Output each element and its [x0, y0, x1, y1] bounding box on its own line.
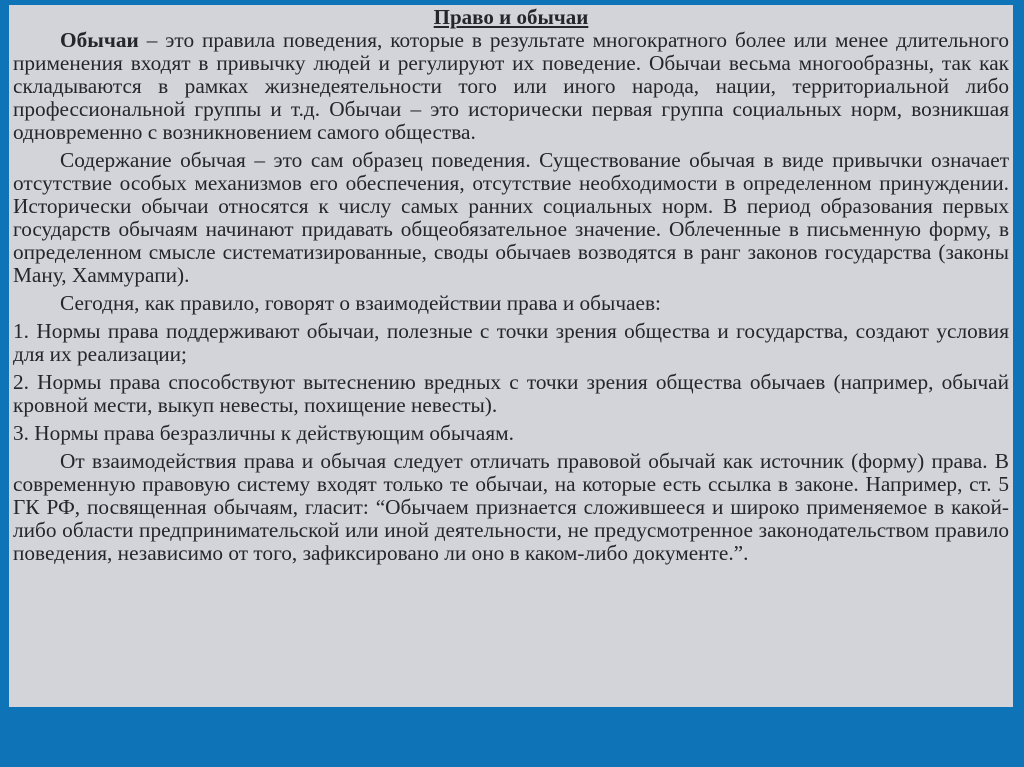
- paragraph-interaction-intro: Сегодня, как правило, говорят о взаимодействии права и обычаев:: [60, 291, 661, 315]
- list-item-2: 2. Нормы права способствуют вытеснению вредных с точки зрения общества обычаев (например, обычай кровной мести, выкуп невесты, похищение невесты).: [13, 370, 1009, 417]
- definition-text: – это правила поведения, которые в результате многократного более или менее длительного применения входят в привычку людей и регулируют их поведение. Обычаи весьма многообразны, так как складываются в рамках жизнедеятельности того или иного народа, нации, территориальной либо профессиональной группы и т.д. Обычаи – это исторически первая группа социальных норм, возникшая одновременно с возникновением самого общества.: [13, 28, 1009, 144]
- paragraph-definition: [13, 29, 1009, 144]
- paragraph-content: Содержание обычая – это сам образец поведения. Существование обычая в виде привычки означает отсутствие особых механизмов его обеспечения, отсутствие необходимости в определенном принуждении. Исторически обычаи относятся к числу самых ранних социальных норм. В период образования первых государств обычаям начинают придавать общеобязательное значение. Облеченные в письменную форму, в определенном смысле систематизированные, своды обычаев возводятся в ранг законов государства (законы Ману, Хаммурапи).: [13, 148, 1009, 287]
- slide-title: Право и обычаи: [433, 5, 589, 29]
- term-customs: Обычаи: [60, 28, 139, 52]
- list-item-3: 3. Нормы права безразличны к действующим обычаям.: [13, 421, 514, 445]
- list-item-1: 1. Нормы права поддерживают обычаи, полезные с точки зрения общества и государства, создают условия для их реализации;: [13, 319, 1009, 366]
- text-box: [9, 5, 1013, 707]
- paragraph-legal-custom: От взаимодействия права и обычая следует отличать правовой обычай как источник (форму) права. В современную правовую систему входят только те обычаи, на которые есть ссылка в законе. Например, ст. 5 ГК РФ, посвященная обычаям, гласит: “Обычаем признается сложившееся и широко применяемое в какой-либо области предпринимательской или иной деятельности, не предусмотренное законодательством правило поведения, независимо от того, зафиксировано ли оно в каком-либо документе.”.: [13, 449, 1009, 565]
